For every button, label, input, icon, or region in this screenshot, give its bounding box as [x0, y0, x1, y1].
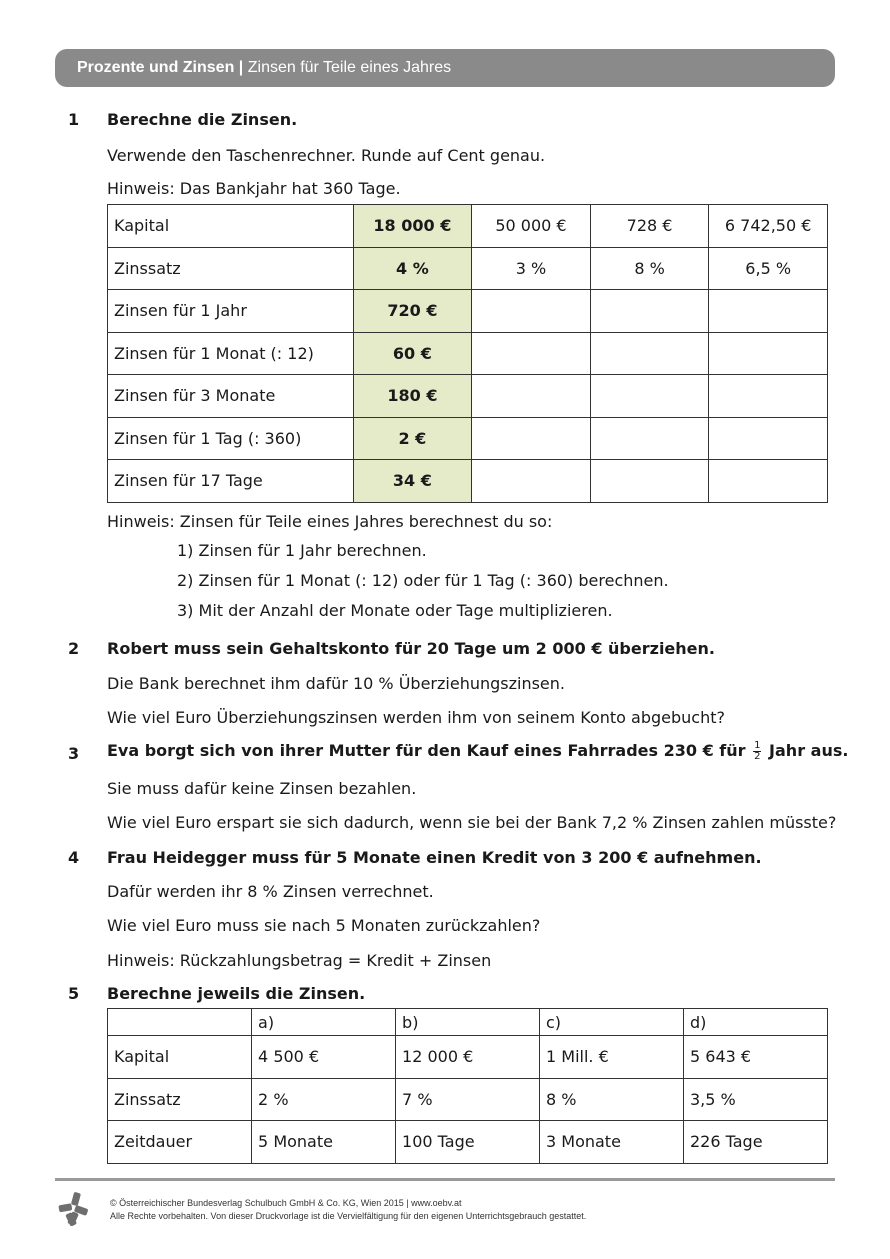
task2-number: 2	[68, 639, 80, 658]
answer-cell[interactable]	[590, 375, 709, 418]
table-row	[108, 290, 828, 333]
task3-number: 3	[68, 744, 80, 763]
task2-line2: Wie viel Euro Überziehungszinsen werden ihm von seinem Konto abgebucht?	[107, 708, 725, 727]
table-row	[108, 375, 828, 418]
value-cell: 3 %	[472, 247, 591, 290]
task5-table	[107, 1008, 828, 1164]
task3-title	[107, 741, 848, 762]
answer-cell[interactable]	[709, 460, 828, 503]
task3-line2: Wie viel Euro erspart sie sich dadurch, wenn sie bei der Bank 7,2 % Zinsen zahlen müsste?	[107, 813, 837, 832]
example-cell: 180 €	[353, 375, 472, 418]
table-row	[108, 1009, 828, 1036]
answer-cell[interactable]	[709, 417, 828, 460]
copyright-line: © Österreichischer Bundesverlag Schulbuch GmbH & Co. KG, Wien 2015 | www.oebv.at	[110, 1198, 462, 1208]
answer-cell[interactable]	[709, 375, 828, 418]
task4-title: Frau Heidegger muss für 5 Monate einen Kredit von 3 200 € aufnehmen.	[107, 848, 762, 867]
row-label: Zinsen für 1 Tag (: 360)	[108, 417, 354, 460]
task1-table	[107, 204, 828, 503]
value-cell: 1 Mill. €	[540, 1036, 684, 1079]
answer-cell[interactable]	[472, 417, 591, 460]
example-cell: 720 €	[353, 290, 472, 333]
table-row	[108, 1078, 828, 1121]
task3-title-start: Eva borgt sich von ihrer Mutter für den Kauf eines Fahrrades 230 € für	[107, 741, 746, 760]
row-label: Zinssatz	[108, 1078, 252, 1121]
publisher-logo-icon	[55, 1190, 91, 1226]
task4-number: 4	[68, 848, 80, 867]
table-row	[108, 1036, 828, 1079]
header-cell: a)	[252, 1009, 396, 1036]
table-row	[108, 1121, 828, 1164]
task1-title: Berechne die Zinsen.	[107, 110, 298, 129]
value-cell: 728 €	[590, 205, 709, 248]
task3-title-end: Jahr aus.	[769, 741, 849, 760]
header-separator: |	[238, 59, 244, 76]
task5-title: Berechne jeweils die Zinsen.	[107, 984, 366, 1003]
topic-title: Zinsen für Teile eines Jahres	[247, 59, 452, 76]
task3-line1: Sie muss dafür keine Zinsen bezahlen.	[107, 779, 417, 798]
row-label: Zinsen für 3 Monate	[108, 375, 354, 418]
row-label: Kapital	[108, 205, 354, 248]
value-cell: 50 000 €	[472, 205, 591, 248]
answer-cell[interactable]	[590, 332, 709, 375]
example-cell: 4 %	[353, 247, 472, 290]
answer-cell[interactable]	[472, 375, 591, 418]
row-label: Zinssatz	[108, 247, 354, 290]
answer-cell[interactable]	[590, 460, 709, 503]
value-cell: 100 Tage	[396, 1121, 540, 1164]
task1-hint-title: Hinweis: Zinsen für Teile eines Jahres berechnest du so:	[107, 512, 553, 531]
task1-step: 1) Zinsen für 1 Jahr berechnen.	[177, 541, 427, 560]
header-cell: d)	[684, 1009, 828, 1036]
value-cell: 6,5 %	[709, 247, 828, 290]
fraction-numerator: 1	[754, 740, 761, 751]
answer-cell[interactable]	[709, 290, 828, 333]
answer-cell[interactable]	[590, 290, 709, 333]
row-label: Zinsen für 1 Monat (: 12)	[108, 332, 354, 375]
task1-step: 2) Zinsen für 1 Monat (: 12) oder für 1 Tag (: 360) berechnen.	[177, 571, 669, 590]
value-cell: 5 Monate	[252, 1121, 396, 1164]
value-cell: 8 %	[540, 1078, 684, 1121]
fraction-denominator: 2	[754, 751, 761, 762]
task4-line3: Hinweis: Rückzahlungsbetrag = Kredit + Zinsen	[107, 951, 492, 970]
task4-line1: Dafür werden ihr 8 % Zinsen verrechnet.	[107, 882, 434, 901]
example-cell: 60 €	[353, 332, 472, 375]
value-cell: 12 000 €	[396, 1036, 540, 1079]
answer-cell[interactable]	[472, 290, 591, 333]
task1-line1: Verwende den Taschenrechner. Runde auf Cent genau.	[107, 146, 546, 165]
example-cell: 2 €	[353, 417, 472, 460]
header-cell: c)	[540, 1009, 684, 1036]
task2-line1: Die Bank berechnet ihm dafür 10 % Überziehungszinsen.	[107, 674, 565, 693]
answer-cell[interactable]	[472, 332, 591, 375]
value-cell: 226 Tage	[684, 1121, 828, 1164]
row-label: Zeitdauer	[108, 1121, 252, 1164]
header-cell: b)	[396, 1009, 540, 1036]
value-cell: 4 500 €	[252, 1036, 396, 1079]
row-label: Zinsen für 17 Tage	[108, 460, 354, 503]
fraction-one-half	[753, 741, 761, 762]
chapter-title: Prozente und Zinsen	[77, 59, 235, 76]
table-row	[108, 332, 828, 375]
row-label: Zinsen für 1 Jahr	[108, 290, 354, 333]
header-cell	[108, 1009, 252, 1036]
task5-number: 5	[68, 984, 80, 1003]
value-cell: 5 643 €	[684, 1036, 828, 1079]
page-header	[55, 49, 835, 87]
answer-cell[interactable]	[590, 417, 709, 460]
example-cell: 18 000 €	[353, 205, 472, 248]
task2-title: Robert muss sein Gehaltskonto für 20 Tage um 2 000 € überziehen.	[107, 639, 715, 658]
rights-line: Alle Rechte vorbehalten. Von dieser Druckvorlage ist die Vervielfältigung für den eigenen Unterrichtsgebrauch gestattet.	[110, 1211, 587, 1221]
answer-cell[interactable]	[709, 332, 828, 375]
table-row	[108, 417, 828, 460]
table-row	[108, 460, 828, 503]
table-row	[108, 247, 828, 290]
value-cell: 3 Monate	[540, 1121, 684, 1164]
table-row	[108, 205, 828, 248]
task1-line2: Hinweis: Das Bankjahr hat 360 Tage.	[107, 179, 401, 198]
task1-number: 1	[68, 110, 80, 129]
task1-step: 3) Mit der Anzahl der Monate oder Tage multiplizieren.	[177, 601, 613, 620]
value-cell: 2 %	[252, 1078, 396, 1121]
value-cell: 6 742,50 €	[709, 205, 828, 248]
answer-cell[interactable]	[472, 460, 591, 503]
example-cell: 34 €	[353, 460, 472, 503]
row-label: Kapital	[108, 1036, 252, 1079]
value-cell: 3,5 %	[684, 1078, 828, 1121]
value-cell: 8 %	[590, 247, 709, 290]
value-cell: 7 %	[396, 1078, 540, 1121]
footer-divider	[55, 1178, 835, 1181]
task4-line2: Wie viel Euro muss sie nach 5 Monaten zurückzahlen?	[107, 916, 541, 935]
